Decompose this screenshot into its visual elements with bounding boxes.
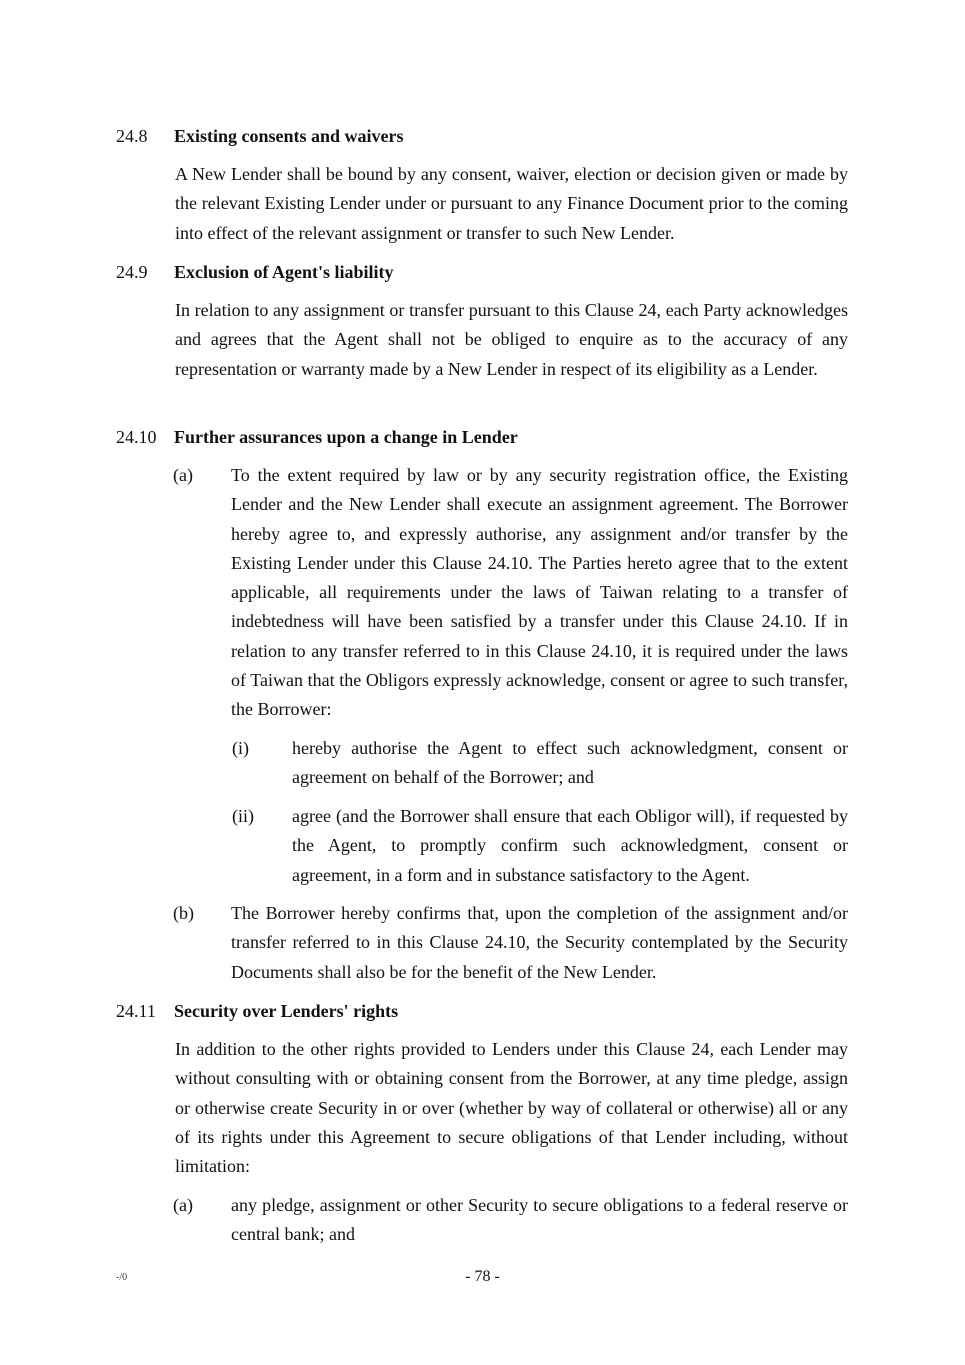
section-paragraph-24-9: In relation to any assignment or transfer pursuant to this Clause 24, each Party acknowledges and agrees that the Agent shall not be obliged to enquire as to the accuracy of any representation or warranty made by a New Lender in respect of its eligibility as a Lender. bbox=[175, 300, 848, 379]
list-item-text: any pledge, assignment or other Security to secure obligations to a federal reserve or central bank; and bbox=[231, 1195, 848, 1245]
list-item bbox=[173, 461, 848, 725]
section-title: Security over Lenders' rights bbox=[174, 1001, 399, 1021]
section-paragraph-24-11: In addition to the other rights provided to Lenders under this Clause 24, each Lender may without consulting with or obtaining consent from the Borrower, at any time pledge, assign or otherwise create Security in or over (whether by way of collateral or otherwise) all or any of its rights under this Agreement to secure obligations of that Lender including, without limitation: bbox=[175, 1039, 848, 1177]
section-title: Further assurances upon a change in Lender bbox=[174, 427, 518, 447]
section-heading-24-10 bbox=[116, 425, 518, 449]
section-number: 24.11 bbox=[116, 1001, 156, 1021]
section-heading-24-8 bbox=[116, 124, 404, 148]
list-item bbox=[173, 1191, 848, 1250]
list-item-label: (a) bbox=[173, 465, 193, 485]
footer-reference: -/0 bbox=[116, 1272, 128, 1283]
section-title: Exclusion of Agent's liability bbox=[174, 262, 394, 282]
sub-list-item-label: (ii) bbox=[232, 806, 254, 826]
section-number: 24.9 bbox=[116, 262, 148, 282]
section-paragraph-24-8: A New Lender shall be bound by any consent, waiver, election or decision given or made by the relevant Existing Lender under or pursuant to any Finance Document prior to the coming into effect of the relevant assignment or transfer to such New Lender. bbox=[175, 164, 848, 243]
sub-list-item-label: (i) bbox=[232, 738, 249, 758]
sub-list-item-text: agree (and the Borrower shall ensure that each Obligor will), if requested by the Agent, to promptly confirm such acknowledgment, consent or agreement, in a form and in substance satisfactory to the Agent. bbox=[292, 806, 848, 885]
section-title: Existing consents and waivers bbox=[174, 126, 404, 146]
section-heading-24-11 bbox=[116, 999, 398, 1023]
list-item-label: (a) bbox=[173, 1195, 193, 1215]
section-heading-24-9 bbox=[116, 260, 394, 284]
list-item-text: The Borrower hereby confirms that, upon the completion of the assignment and/or transfer referred to in this Clause 24.10, the Security contemplated by the Security Documents shall also be for the benefit of the New Lender. bbox=[231, 903, 848, 982]
sub-list-item-text: hereby authorise the Agent to effect such acknowledgment, consent or agreement on behalf of the Borrower; and bbox=[292, 738, 848, 788]
list-item-text: To the extent required by law or by any security registration office, the Existing Lender and the New Lender shall execute an assignment agreement. The Borrower hereby agree to, and expressly authorise, any assignment and/or transfer by the Existing Lender under this Clause 24.10. The Parties hereto agree that to the extent applicable, all requirements under the laws of Taiwan relating to a transfer of indebtedness will have been satisfied by a transfer under this Clause 24.10. If in relation to any transfer referred to in this Clause 24.10, it is required under the laws of Taiwan that the Obligors expressly acknowledge, consent or agree to such transfer, the Borrower: bbox=[231, 465, 848, 720]
page-number: - 78 - bbox=[465, 1268, 500, 1285]
sub-list-item bbox=[232, 802, 848, 890]
list-item-label: (b) bbox=[173, 903, 194, 923]
list-item bbox=[173, 899, 848, 987]
section-number: 24.8 bbox=[116, 126, 148, 146]
section-number: 24.10 bbox=[116, 427, 157, 447]
sub-list-item bbox=[232, 734, 848, 793]
